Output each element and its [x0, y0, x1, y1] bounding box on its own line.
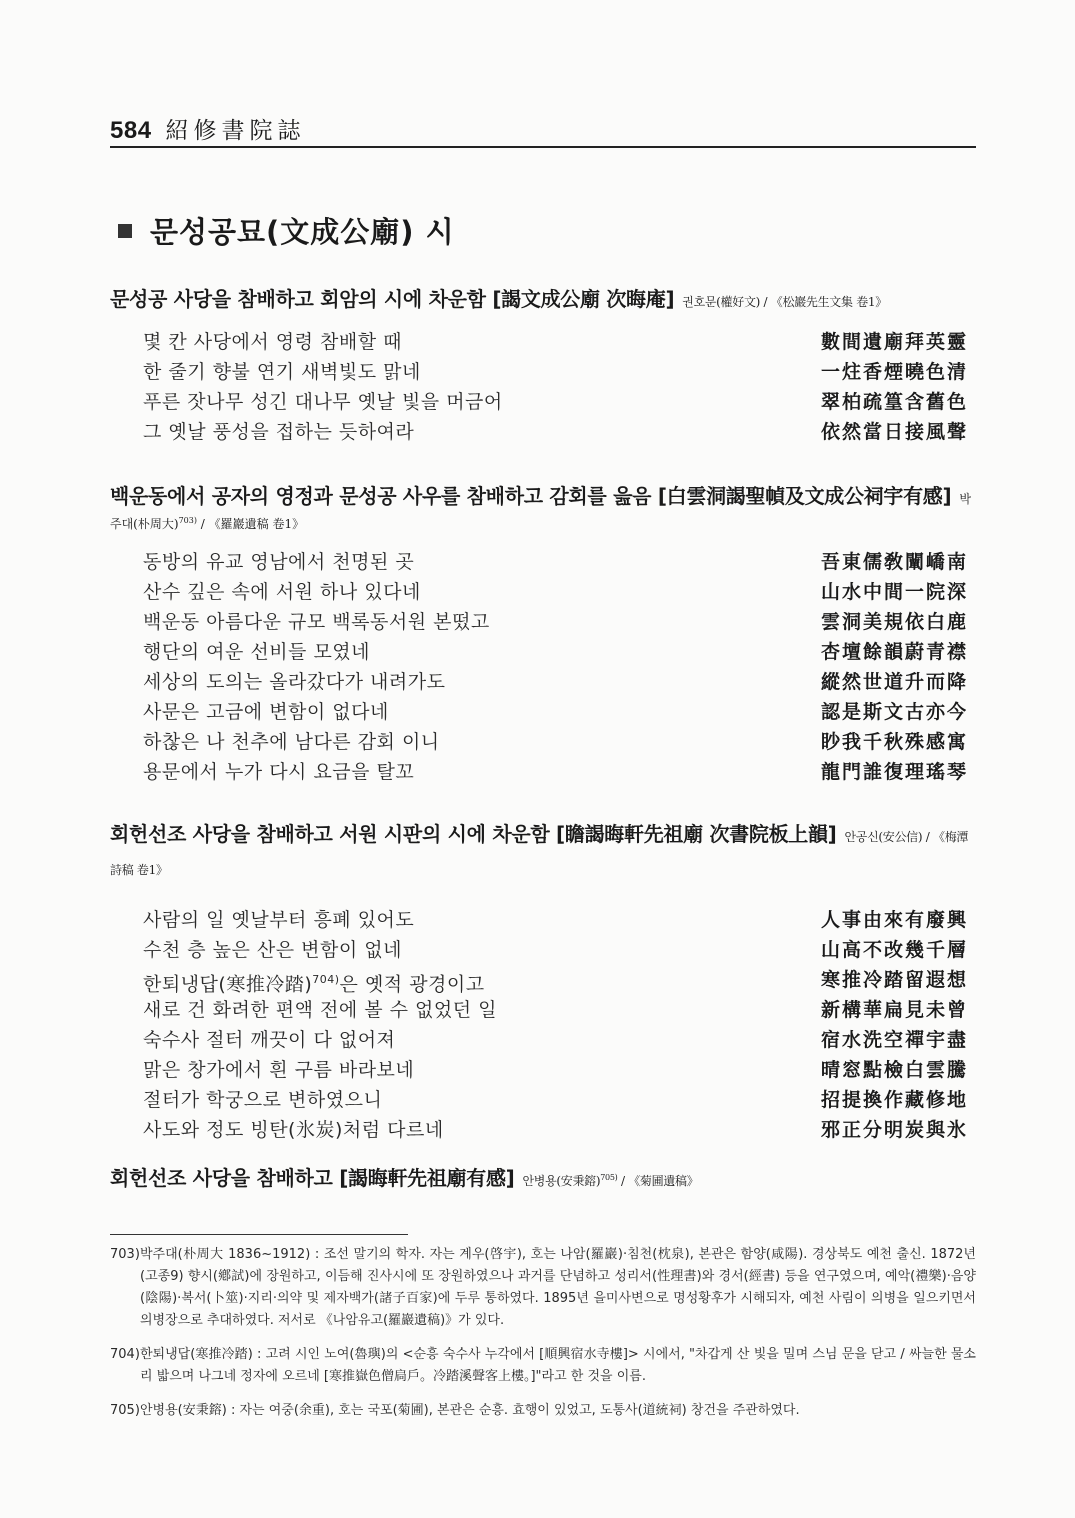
poem-line	[110, 667, 976, 697]
poem-block-2	[110, 481, 976, 787]
korean-line: 산수 깊은 속에 서원 하나 있다네	[143, 581, 421, 603]
korean-line: 사람의 일 옛날부터 흥폐 있어도	[143, 909, 415, 931]
korean-line: 절터가 학궁으로 변하였으니	[143, 1089, 383, 1111]
poem-author-source	[110, 512, 976, 533]
poem-line	[110, 935, 976, 965]
korean-line: 하찮은 나 천추에 남다른 감회 이니	[143, 731, 440, 753]
section-title: 문성공묘(文成公廟) 시	[150, 215, 455, 249]
poem-author: 주대(朴周大)	[110, 517, 179, 531]
korean-line: 한 줄기 향불 연기 새벽빛도 맑네	[143, 361, 421, 383]
hanja-line: 雲洞美規依白鹿	[820, 611, 968, 633]
poem-block-1	[110, 284, 976, 447]
korean-line: 백운동 아름다운 규모 백록동서원 본떴고	[143, 611, 490, 633]
hanja-line: 吾東儒敎闡嶠南	[820, 551, 968, 573]
poem-source: / 《菊圃遺稿》	[617, 1174, 699, 1188]
hanja-line: 眇我千秋殊感寓	[820, 731, 968, 753]
hanja-line: 邪正分明炭與氷	[820, 1119, 968, 1141]
poem-lines	[110, 905, 976, 1145]
footnote-text: 한퇴냉답(寒推冷踏) : 고려 시인 노여(魯璵)의 <순흥 숙수사 누각에서 [順興宿水寺樓]> 시에서, "차갑게 산 빛을 밀며 스님 문을 닫고 / 싸늘한 물소리 밟으며 나그네 정자에 오르네 [寒推嶽色僧扃戶。冷踏溪聲客上樓。]"라고 한 것을 이름.	[140, 1347, 976, 1384]
footnote-number: 704)	[110, 1347, 140, 1362]
hanja-line: 杏壇餘韻蔚青襟	[820, 641, 968, 663]
korean-line: 그 옛날 풍성을 접하는 듯하여라	[143, 421, 415, 443]
footnote-item	[110, 1400, 976, 1422]
poem-line	[110, 965, 976, 995]
poem-title	[110, 819, 976, 885]
korean-line: 몇 칸 사당에서 영령 참배할 때	[143, 331, 402, 353]
section-heading	[118, 210, 455, 251]
poem-lines	[110, 327, 976, 447]
footnote-number: 705)	[110, 1403, 140, 1418]
korean-line: 수천 층 높은 산은 변함이 없네	[143, 939, 402, 961]
poem-line	[110, 905, 976, 935]
footnote-number: 703)	[110, 1247, 140, 1262]
hanja-line: 招提換作藏修地	[820, 1089, 968, 1111]
poem-author: 안병용(安秉鎔)	[522, 1174, 601, 1188]
hanja-line: 依然當日接風聲	[820, 421, 968, 443]
korean-line: 행단의 여운 선비들 모였네	[143, 641, 371, 663]
poem-line	[110, 327, 976, 357]
footnote-ref: 705)	[600, 1173, 618, 1182]
poem-lines	[110, 547, 976, 787]
square-bullet-icon	[118, 224, 132, 238]
poem-author-prefix: 박	[959, 492, 971, 506]
hanja-line: 山水中間一院深	[820, 581, 968, 603]
poem-line	[110, 547, 976, 577]
poem-title	[110, 481, 976, 514]
hanja-line: 山高不改幾千層	[820, 939, 968, 961]
hanja-line: 宿水洗空禪宇盡	[820, 1029, 968, 1051]
hanja-line: 一炷香煙曉色清	[820, 361, 968, 383]
poem-title	[110, 284, 976, 317]
korean-line-part: 한퇴냉답(寒推冷踏)	[143, 973, 313, 996]
korean-line: 용문에서 누가 다시 요금을 탈꼬	[143, 761, 415, 783]
poem-block-3	[110, 819, 976, 1145]
footnote-item	[110, 1344, 976, 1388]
hanja-line: 龍門誰復理瑤琴	[820, 761, 968, 783]
poem-line	[110, 1115, 976, 1145]
poem-line	[110, 995, 976, 1025]
hanja-line: 人事由來有廢興	[820, 909, 968, 931]
poem-title-text: 백운동에서 공자의 영정과 문성공 사우를 참배하고 감회를 읊음 [白雲洞謁聖幀及文成公祠宇有感]	[110, 484, 952, 508]
korean-line: 사도와 정도 빙탄(氷炭)처럼 다르네	[143, 1119, 444, 1141]
footnote-item	[110, 1244, 976, 1332]
poem-line	[110, 727, 976, 757]
poem-title	[110, 1163, 976, 1196]
poem-line	[110, 1025, 976, 1055]
korean-line: 세상의 도의는 올라갔다가 내려가도	[143, 671, 446, 693]
poem-line	[110, 387, 976, 417]
poem-author-source	[523, 1174, 699, 1188]
korean-line-part: 은 옛적 광경이고	[339, 973, 485, 996]
korean-line: 푸른 잣나무 성긴 대나무 옛날 빛을 머금어	[143, 391, 503, 413]
footnote-divider	[110, 1234, 408, 1235]
poem-line	[110, 1055, 976, 1085]
book-title: 紹修書院誌	[165, 118, 306, 144]
poem-block-4	[110, 1163, 976, 1196]
hanja-line: 翠柏疏篁含舊色	[820, 391, 968, 413]
hanja-line: 寒推冷踏留遐想	[820, 969, 968, 991]
poem-author-source: 안공신(安公信) / 《梅潭詩稿 卷1》	[110, 830, 969, 877]
poem-author-source: 권호문(權好文) / 《松巖先生文集 卷1》	[682, 295, 887, 309]
footnotes	[110, 1244, 976, 1434]
hanja-line: 晴窓點檢白雲騰	[820, 1059, 968, 1081]
poem-title-text: 회헌선조 사당을 참배하고 [謁晦軒先祖廟有感]	[110, 1166, 515, 1190]
running-header	[110, 112, 976, 148]
footnote-ref: 703)	[178, 516, 197, 525]
korean-line: 새로 건 화려한 편액 전에 볼 수 없었던 일	[143, 999, 497, 1021]
korean-line: 사문은 고금에 변함이 없다네	[143, 701, 389, 723]
poem-line	[110, 757, 976, 787]
hanja-line: 認是斯文古亦今	[820, 701, 968, 723]
poem-line	[110, 577, 976, 607]
korean-line: 맑은 창가에서 흰 구름 바라보네	[143, 1059, 415, 1081]
poem-line	[110, 637, 976, 667]
page-number: 584	[110, 117, 152, 144]
hanja-line: 縱然世道升而降	[820, 671, 968, 693]
poem-title-text: 회헌선조 사당을 참배하고 서원 시판의 시에 차운함 [瞻謁晦軒先祖廟 次書院板上韻]	[110, 822, 837, 846]
korean-line: 숙수사 절터 깨끗이 다 없어져	[143, 1029, 396, 1051]
poem-line	[110, 357, 976, 387]
footnote-text: 박주대(朴周大 1836~1912) : 조선 말기의 학자. 자는 계우(啓宇), 호는 나암(羅巖)·침천(枕泉), 본관은 함양(咸陽). 경상북도 예천 출신. 1872년(고종9) 향시(鄕試)에 장원하고, 이듬해 진사시에 또 장원하였으나 과거를 단념하고 성리서(性理書)와 경서(經書) 등을 연구였으며, 예악(禮樂)·음양(陰陽)·복서(卜筮)·지리·의약 및 제자백가(諸子百家)에 두루 통하였다. 1895년 을미사변으로 명성황후가 시해되자, 예천 사림이 의병을 일으키면서 의병장으로 추대하였다. 저서로 《나암유고(羅巖遺稿)》가 있다.	[140, 1247, 976, 1328]
hanja-line: 數間遺廟拜英靈	[820, 331, 968, 353]
hanja-line: 新構華扁見未曾	[820, 999, 968, 1021]
poem-title-text: 문성공 사당을 참배하고 회암의 시에 차운함 [謁文成公廟 次晦庵]	[110, 287, 675, 311]
poem-line	[110, 697, 976, 727]
poem-line	[110, 417, 976, 447]
poem-line	[110, 1085, 976, 1115]
poem-line	[110, 607, 976, 637]
korean-line: 동방의 유교 영남에서 천명된 곳	[143, 551, 415, 573]
poem-source: / 《羅巖遺稿 卷1》	[196, 517, 305, 531]
footnote-ref: 704)	[312, 973, 340, 986]
footnote-text: 안병용(安秉鎔) : 자는 여중(余重), 호는 국포(菊圃), 본관은 순흥. 효행이 있었고, 도통사(道統祠) 창건을 주관하였다.	[140, 1403, 800, 1418]
